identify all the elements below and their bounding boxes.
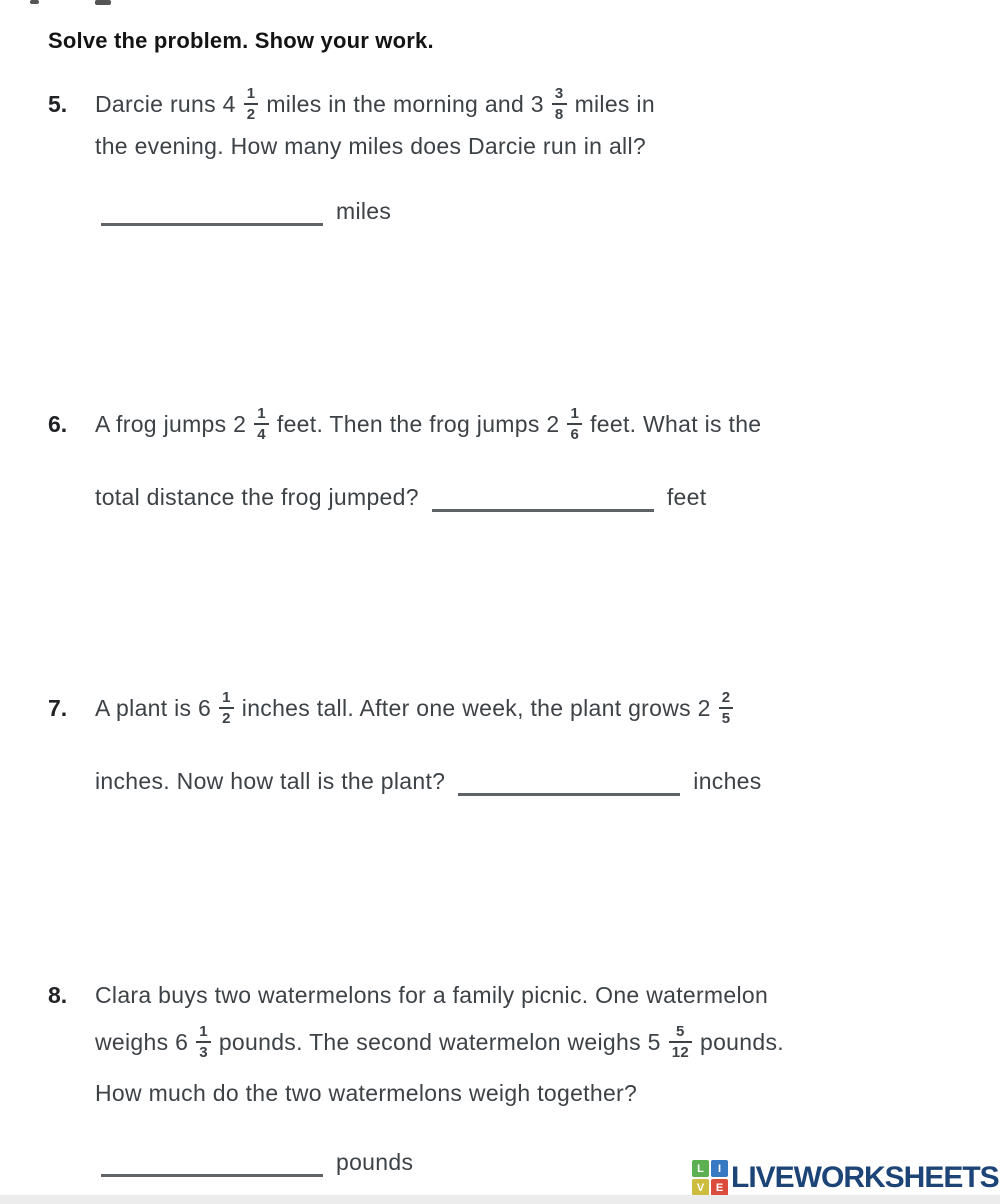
problem-text: pounds [336, 1148, 414, 1175]
problem-text: Darcie runs 4 [95, 90, 236, 117]
problem-first-line [48, 76, 980, 132]
logo-wordmark: LIVEWORKSHEETS [731, 1161, 999, 1194]
fraction-denominator: 3 [196, 1041, 211, 1061]
problem-text: feet. What is the [590, 410, 762, 437]
fraction-denominator: 5 [719, 707, 734, 727]
problem-line-content [95, 1023, 784, 1062]
fraction [719, 689, 734, 728]
problem-text: inches [693, 767, 762, 794]
fraction-numerator: 3 [554, 84, 564, 102]
fraction-numerator: 2 [721, 688, 731, 706]
problem-text: inches tall. After one week, the plant grows 2 [241, 694, 711, 721]
problem-text: the evening. How many miles does Darcie run in all? [95, 132, 646, 159]
problem-number: 7. [48, 694, 68, 721]
problem-line-content [95, 982, 768, 1009]
problem-first-line [48, 680, 980, 736]
problem-first-line [48, 396, 980, 452]
fraction-numerator: 1 [199, 1022, 208, 1040]
problem-number: 5. [48, 90, 68, 117]
fraction [219, 689, 234, 728]
problem-text: weighs 6 [95, 1028, 189, 1055]
fraction-numerator: 1 [222, 688, 231, 706]
fraction-numerator: 5 [676, 1022, 685, 1040]
answer-blank[interactable] [432, 482, 654, 512]
page-title: Solve the problem. Show your work. [48, 28, 434, 53]
logo-square-e: E [711, 1179, 728, 1196]
problem-number: 8. [48, 981, 68, 1008]
logo-square-l: L [692, 1160, 709, 1177]
page-edge-artifact [95, 0, 111, 5]
page-bottom-edge [0, 1195, 1000, 1204]
problem-line [48, 130, 980, 162]
fraction-denominator: 2 [244, 103, 259, 123]
problem-line [48, 478, 980, 516]
problem-line-content [95, 405, 761, 444]
problem-text: feet. Then the frog jumps 2 [276, 410, 560, 437]
page-edge-artifact [30, 0, 39, 4]
problem-line [48, 1014, 980, 1070]
answer-blank[interactable] [101, 1147, 323, 1177]
fraction-denominator: 2 [219, 707, 234, 727]
liveworksheets-logo[interactable] [692, 1160, 999, 1196]
fraction-denominator: 8 [552, 103, 567, 123]
problem-line-content [95, 196, 391, 226]
fraction-denominator: 12 [669, 1041, 692, 1061]
answer-blank[interactable] [101, 196, 323, 226]
problem-line [48, 192, 980, 230]
problem-text: A frog jumps 2 [95, 410, 247, 437]
fraction [196, 1023, 211, 1062]
problem-text: pounds. The second watermelon weighs 5 [218, 1028, 661, 1055]
problem-line [48, 762, 980, 800]
problem-text: total distance the frog jumped? [95, 483, 419, 510]
problem-line-content [95, 1080, 637, 1107]
fraction-numerator: 1 [570, 404, 580, 422]
fraction-denominator: 6 [567, 423, 582, 443]
fraction-numerator: 1 [246, 84, 256, 102]
fraction-numerator: 1 [257, 404, 266, 422]
problem-text: miles in the morning and 3 [266, 90, 544, 117]
problem-number: 6. [48, 410, 68, 437]
problem-first-line [48, 978, 980, 1012]
problem-text: Clara buys two watermelons for a family picnic. One watermelon [95, 981, 769, 1008]
problem-line-content [95, 85, 655, 124]
problem-text: inches. Now how tall is the plant? [95, 767, 446, 794]
problem-text: pounds. [700, 1028, 784, 1055]
problem-line-content [95, 766, 762, 796]
problem-line-content [95, 689, 734, 728]
fraction [567, 405, 582, 444]
logo-square-i: I [711, 1160, 728, 1177]
answer-blank[interactable] [458, 766, 680, 796]
fraction [244, 85, 259, 124]
logo-squares-icon [692, 1160, 728, 1196]
problem-line-content [95, 482, 706, 512]
fraction [254, 405, 269, 444]
fraction [669, 1023, 692, 1062]
problem-text: How much do the two watermelons weigh together? [95, 1079, 638, 1106]
fraction [552, 85, 567, 124]
logo-square-v: V [692, 1179, 709, 1196]
problem-line-content [95, 133, 646, 160]
problem-line [48, 1076, 980, 1110]
problem-text: A plant is 6 [95, 694, 212, 721]
problem-text: miles [336, 197, 392, 224]
fraction-denominator: 4 [254, 423, 269, 443]
problem-text: miles in [574, 90, 655, 117]
problem-text: feet [666, 483, 707, 510]
problem-line-content [95, 1147, 413, 1177]
